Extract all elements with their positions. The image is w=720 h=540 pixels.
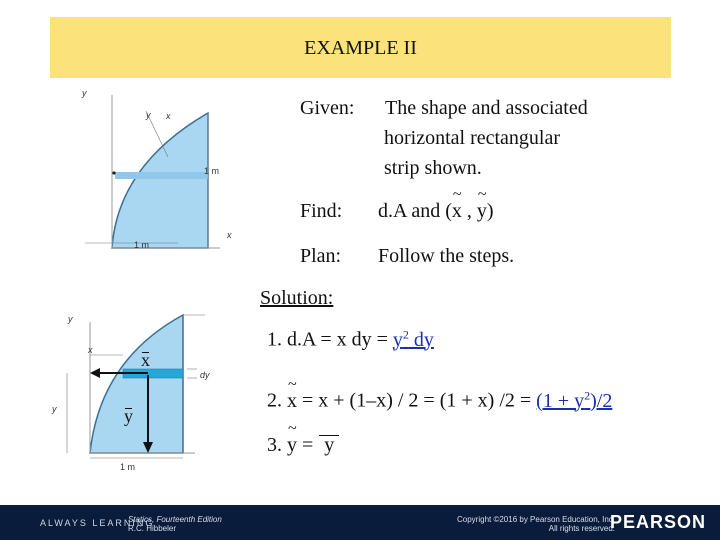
top-dim-horizontal: 1 m — [134, 240, 150, 250]
step-1 — [267, 327, 434, 352]
find-sep: , — [461, 200, 477, 222]
bottom-y-label: y — [68, 314, 73, 324]
bottom-xtilde — [141, 350, 150, 372]
given-line-1: The shape and associated — [385, 97, 588, 119]
bottom-xtilde-text: x — [141, 350, 150, 370]
pearson-logo: PEARSON — [609, 512, 706, 532]
step-2-prefix: 2. — [267, 389, 287, 412]
solution-label: Solution: — [260, 287, 334, 309]
step-3 — [267, 433, 340, 457]
bottom-dy-label: dy — [200, 370, 210, 380]
top-dim-vertical: 1 m — [204, 166, 220, 176]
footer-book-line-1: Statics, Fourteenth Edition — [128, 515, 222, 524]
title-bar — [50, 17, 671, 78]
slide-title: EXAMPLE II — [304, 37, 417, 59]
footer-copyright-line-1: Copyright ©2016 by Pearson Education, Inc. — [457, 515, 615, 524]
footer-copyright — [410, 515, 615, 533]
step-2-x-tilde: ~ x — [287, 389, 297, 413]
top-yprime-label: y — [146, 110, 151, 120]
step-3-bar-y: y — [318, 433, 340, 457]
step-1-link[interactable]: $y^2$ dy — [392, 327, 434, 351]
given-line-2: horizontal rectangular — [384, 127, 561, 149]
bottom-ytilde — [124, 406, 133, 428]
top-strip — [115, 172, 208, 179]
bottom-x-label: x — [88, 345, 93, 355]
plan-label: Plan: — [300, 245, 342, 267]
xtilde-arrowhead — [90, 368, 100, 378]
step-1-prefix: 1. d.A = x dy = — [267, 328, 393, 351]
plan-text: Follow the steps. — [378, 245, 515, 267]
find-suffix: ) — [486, 200, 494, 222]
bottom-shaded-region — [90, 315, 183, 453]
find-x-tilde: ~ x — [452, 199, 462, 223]
step-3-prefix: 3. — [267, 434, 287, 456]
top-x-axis-label: x — [227, 230, 232, 240]
top-x-label: x — [166, 111, 171, 121]
shaded-region — [112, 113, 208, 248]
find-label: Find: — [300, 200, 343, 222]
footer-brand-left: ALWAYS LEARNING — [40, 518, 155, 528]
find-text — [378, 199, 494, 223]
given-line-3: strip shown. — [384, 157, 482, 179]
footer-book-line-2: R.C. Hibbeler — [128, 524, 177, 534]
step-2-link[interactable]: $(1 + y^2)/2$ — [536, 388, 613, 412]
top-figure — [70, 85, 250, 260]
bottom-figure — [45, 310, 225, 475]
step-3-y-tilde: ~ y — [287, 433, 297, 457]
footer — [0, 505, 720, 540]
find-y-tilde: ~ y — [477, 199, 487, 223]
strip-dot — [112, 171, 115, 174]
find-prefix: d.A and ( — [378, 200, 452, 222]
step-3-mid: = — [297, 434, 319, 456]
step-2-mid: = x + (1–x) / 2 = (1 + x) /2 = — [297, 389, 537, 412]
footer-copyright-line-2: All rights reserved. — [548, 524, 615, 534]
footer-book — [128, 515, 222, 533]
bottom-ytilde-text: y — [124, 406, 133, 426]
given-label: Given: — [300, 97, 355, 119]
step-2 — [267, 388, 612, 413]
bottom-dim-horizontal: 1 m — [120, 462, 136, 472]
top-y-label: y — [82, 88, 87, 98]
bottom-side-y: y — [52, 404, 57, 414]
